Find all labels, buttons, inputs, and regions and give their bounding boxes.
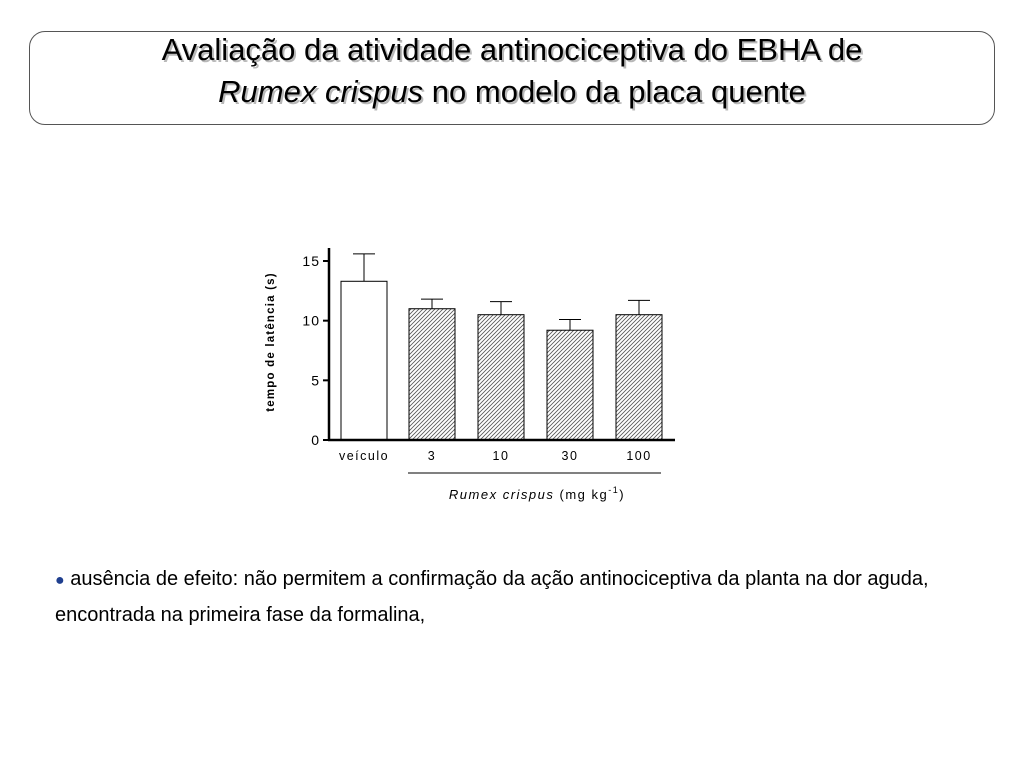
y-tick-label: 15 <box>302 253 320 269</box>
x-tick-label: 30 <box>561 449 579 463</box>
x-group-label-unit: (mg kg <box>554 487 609 502</box>
y-tick-label: 0 <box>311 432 320 448</box>
y-tick-label: 5 <box>311 372 320 389</box>
bar <box>478 315 524 440</box>
title-line-2-rest: no modelo da placa quente <box>423 74 806 109</box>
x-tick-label: veículo <box>338 449 390 463</box>
bar <box>616 315 662 440</box>
bar <box>547 330 593 440</box>
y-tick-label: 10 <box>302 312 320 329</box>
body-text: ausência de efeito: não permitem a confirmação da ação antinociceptiva da planta na dor aguda, encontrada na primeira fase da formalina, <box>55 568 929 626</box>
slide-title-line-1: Avaliação da atividade antinociceptiva do EBHA de <box>161 32 863 67</box>
y-axis-title: tempo de latência (s) <box>265 272 277 412</box>
x-group-label-superscript: -1 <box>608 485 620 495</box>
x-tick-label: 100 <box>626 449 652 463</box>
x-tick-label: 3 <box>427 449 437 463</box>
bar <box>341 281 387 440</box>
bullet-icon: ● <box>55 572 65 589</box>
x-group-label <box>449 485 625 502</box>
body-paragraph <box>55 562 975 632</box>
bar <box>409 309 455 440</box>
x-group-label-species: Rumex crispus <box>448 487 555 502</box>
title-species-name: Rumex crispus <box>218 74 424 109</box>
x-tick-label: 10 <box>492 449 510 463</box>
x-group-label-close: ) <box>619 487 626 502</box>
